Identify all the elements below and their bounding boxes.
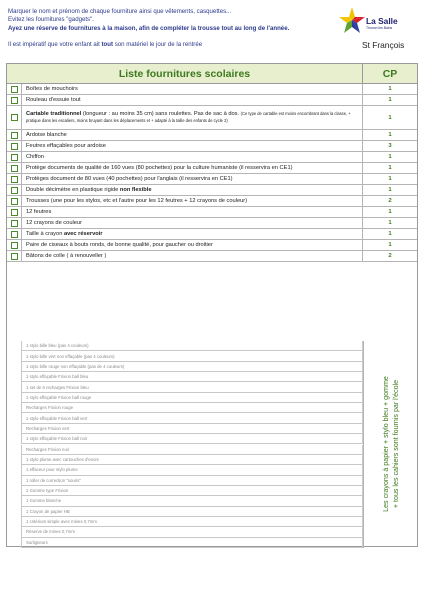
checkbox[interactable] (11, 176, 18, 183)
table-row (7, 218, 417, 229)
row-label: Feutres effaçables pour ardoise (21, 141, 363, 151)
checkbox[interactable] (11, 253, 18, 260)
row-checkbox-cell (7, 174, 21, 184)
row-label: Rouleau d'essuie tout (21, 95, 363, 105)
row-label: Taille à crayon avec réservoir (21, 229, 363, 239)
table-row (7, 185, 417, 196)
row-checkbox-cell (7, 95, 21, 105)
greyed-item: 1 stylo bille bleu (pas 4 couleurs) (21, 341, 363, 351)
greyed-item: 1 stylo plume avec cartouches d'encre (21, 455, 363, 465)
checkbox[interactable] (11, 86, 18, 93)
greyed-item: 1 roller de correction "souris" (21, 476, 363, 486)
row-quantity: 1 (388, 114, 392, 121)
note-line-1: Les crayons à papier + stylo bleu + gomme (382, 376, 390, 512)
row-checkbox-cell (7, 163, 21, 173)
row-checkbox-cell (7, 84, 21, 94)
intro-line-1: Marquer le nom et prénom de chaque fourniture ainsi que vêtements, casquettes... (8, 8, 232, 15)
greyed-item: 1 stylo effaçable Frixion ball noir (21, 434, 363, 444)
row-label: Trousses (une pour les stylos, etc et l'autre pour les 12 feutres + 12 crayons de couleur) (21, 196, 363, 206)
row-label: Boîtes de mouchoirs (21, 84, 363, 94)
row-label: Double décimètre en plastique rigide non flexible (21, 185, 363, 195)
campus-name: St François (362, 40, 405, 50)
row-quantity: 1 (388, 154, 392, 160)
row-quantity: 2 (388, 253, 392, 259)
greyed-item: 1 stylo effaçable Frixion ball rouge (21, 393, 363, 403)
checkbox[interactable] (11, 198, 18, 205)
table-row (7, 196, 417, 207)
row-quantity: 1 (388, 176, 392, 182)
row-quantity: 1 (388, 132, 392, 138)
supplies-table (6, 63, 418, 547)
table-row (7, 163, 417, 174)
row-checkbox-cell (7, 229, 21, 239)
logo-subtitle: Thonon les Bains (366, 26, 393, 30)
row-label: Paire de ciseaux à bouts ronds, de bonne qualité, pour gaucher ou droitier (21, 240, 363, 250)
greyed-item: 1 stylo bille vert non effaçable (pas 4 couleurs) (21, 351, 363, 361)
table-row (7, 141, 417, 152)
row-label: Chiffon (21, 152, 363, 162)
row-label: 12 feutres (21, 207, 363, 217)
row-quantity: 1 (388, 220, 392, 226)
table-title: Liste fournitures scolaires (7, 64, 363, 83)
checkbox[interactable] (11, 143, 18, 150)
logo-name: La Salle (366, 16, 398, 26)
row-checkbox-cell (7, 152, 21, 162)
row-checkbox-cell (7, 141, 21, 151)
intro-line-3: Ayez une réserve de fournitures à la maison, afin de compléter la trousse tout au long de l'année. (8, 24, 290, 32)
provided-by-school-note (363, 341, 417, 548)
checkbox[interactable] (11, 209, 18, 216)
row-quantity: 1 (388, 187, 392, 193)
greyed-item: 1 stylo bille rouge non effaçable (pas de 4 couleurs) (21, 362, 363, 372)
checkbox[interactable] (11, 165, 18, 172)
table-row (7, 106, 417, 130)
greyed-item: 1 Gomme blanche (21, 496, 363, 506)
row-quantity: 2 (388, 198, 392, 204)
intro-line-2: Evitez les fournitures "gadgets". (8, 16, 94, 24)
greyed-item: Réserve de mines 0,7mm (21, 527, 363, 537)
greyed-item: 1 critérium simple avec mines 0,7mm (21, 517, 363, 527)
greyed-item: 1 stylo effaçable Frixion ball vert (21, 413, 363, 423)
table-row (7, 207, 417, 218)
row-label: Protège documents de qualité de 160 vues (80 pochettes) pour la culture humaniste (il resservira en CE1) (21, 163, 363, 173)
checkbox[interactable] (11, 231, 18, 238)
checkbox[interactable] (11, 154, 18, 161)
checkbox[interactable] (11, 97, 18, 104)
intro-notes (8, 8, 328, 50)
greyed-item: 1 set de 6 recharges Frixion bleu (21, 382, 363, 392)
table-row (7, 251, 417, 262)
greyed-item: 1 stylo effaçable Frixion ball bleu (21, 372, 363, 382)
greyed-item: 1 Crayon de papier HB (21, 507, 363, 517)
checkbox[interactable] (11, 132, 18, 139)
school-logo (338, 6, 418, 38)
row-label: 12 crayons de couleur (21, 218, 363, 228)
table-row (7, 240, 417, 251)
row-quantity: 1 (388, 231, 392, 237)
checkbox[interactable] (11, 187, 18, 194)
row-label: Protèges document de 80 vues (40 pochettes) pour l'anglais (il resservira en CE1) (21, 174, 363, 184)
greyed-item: Recharges Frixion noir (21, 445, 363, 455)
table-row (7, 84, 417, 95)
column-cp: CP (363, 64, 417, 83)
row-label: Ardoise blanche (21, 130, 363, 140)
checkbox[interactable] (11, 220, 18, 227)
row-quantity: 1 (388, 209, 392, 215)
table-row (7, 95, 417, 106)
row-quantity: 1 (388, 242, 392, 248)
greyed-item: 1 Gomme type Frixion (21, 486, 363, 496)
greyed-item: Recharges Frixion rouge (21, 403, 363, 413)
star-logo-icon (338, 6, 366, 38)
greyed-item: 1 effaceur pour stylo plume (21, 465, 363, 475)
row-checkbox-cell (7, 130, 21, 140)
table-header (7, 64, 417, 84)
row-quantity: 1 (388, 165, 392, 171)
table-row (7, 174, 417, 185)
note-line-2: + tous les cahiers sont fournis par l'école (392, 379, 400, 509)
table-row (7, 130, 417, 141)
row-checkbox-cell (7, 106, 21, 129)
row-quantity: 1 (388, 86, 392, 92)
table-row (7, 152, 417, 163)
row-checkbox-cell (7, 240, 21, 250)
intro-line-4: Il est impératif que votre enfant ait tout son matériel le jour de la rentrée (8, 41, 203, 49)
row-label: Bâtons de colle ( à renouveller ) (21, 251, 363, 261)
checkbox[interactable] (11, 242, 18, 249)
row-checkbox-cell (7, 251, 21, 261)
row-checkbox-cell (7, 185, 21, 195)
row-quantity: 3 (388, 143, 392, 149)
checkbox[interactable] (11, 114, 18, 121)
row-label: Cartable traditionnel (longueur : au moins 35 cm) sans roulettes. Pas de sac à dos. (Ce type de cartable est moins encombrant dans la classe, + pratique dans les escaliers, moins bruyant dans les déplacements et + adapté à la taille des enfants de cycle 2) (21, 106, 363, 129)
greyed-item: Surligneurs (21, 538, 363, 548)
greyed-item: Recharges Frixion vert (21, 424, 363, 434)
row-checkbox-cell (7, 218, 21, 228)
row-checkbox-cell (7, 207, 21, 217)
row-checkbox-cell (7, 196, 21, 206)
row-quantity: 1 (388, 97, 392, 103)
table-row (7, 229, 417, 240)
